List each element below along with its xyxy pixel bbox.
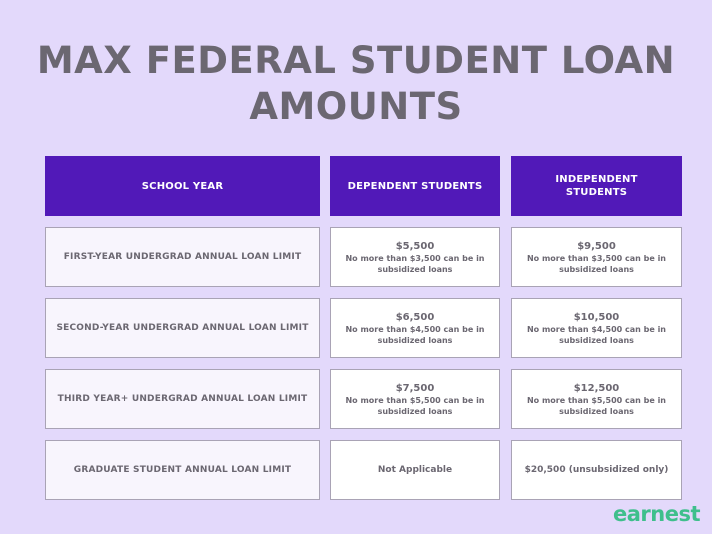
row-label: FIRST-YEAR UNDERGRAD ANNUAL LOAN LIMIT xyxy=(63,252,302,262)
loan-amount: $6,500 xyxy=(395,311,435,323)
cell-independent-third-year xyxy=(511,369,682,429)
header-independent-label-line-1: INDEPENDENT xyxy=(555,174,638,185)
header-independent-label-line-2: STUDENTS xyxy=(565,187,628,198)
header-dependent-label: DEPENDENT STUDENTS xyxy=(347,180,483,192)
subsidized-note: No more than $4,500 can be in subsidized loans xyxy=(345,324,485,345)
earnest-logo: earnest xyxy=(612,502,700,526)
title-line-1: MAX FEDERAL STUDENT LOAN xyxy=(36,39,676,82)
row-label-second-year xyxy=(45,298,320,358)
loan-amount: $10,500 xyxy=(573,311,620,323)
row-label-graduate xyxy=(45,440,320,500)
cell-independent-first-year xyxy=(511,227,682,287)
cell-dependent-first-year xyxy=(330,227,500,287)
subsidized-note: No more than $5,500 can be in subsidized loans xyxy=(345,395,485,416)
row-label: SECOND-YEAR UNDERGRAD ANNUAL LOAN LIMIT xyxy=(56,323,309,333)
loan-amount: $7,500 xyxy=(395,382,435,394)
header-school-year-label: SCHOOL YEAR xyxy=(141,180,224,192)
row-label-third-year xyxy=(45,369,320,429)
cell-dependent-graduate xyxy=(330,440,500,500)
header-dependent-students xyxy=(330,156,500,216)
loan-amount: $5,500 xyxy=(395,240,435,252)
cell-dependent-third-year xyxy=(330,369,500,429)
subsidized-note: No more than $4,500 can be in subsidized loans xyxy=(526,324,666,345)
row-label-first-year xyxy=(45,227,320,287)
subsidized-note: No more than $5,500 can be in subsidized loans xyxy=(526,395,666,416)
loan-amount: $9,500 xyxy=(577,240,616,252)
row-label: GRADUATE STUDENT ANNUAL LOAN LIMIT xyxy=(73,465,292,475)
row-label: THIRD YEAR+ UNDERGRAD ANNUAL LOAN LIMIT xyxy=(57,394,308,404)
page-title xyxy=(0,38,712,130)
cell-independent-second-year xyxy=(511,298,682,358)
title-line-2: AMOUNTS xyxy=(249,85,463,128)
loan-value: Not Applicable xyxy=(377,465,453,475)
header-school-year xyxy=(45,156,320,216)
subsidized-note: No more than $3,500 can be in subsidized loans xyxy=(526,253,666,274)
header-independent-students xyxy=(511,156,682,216)
cell-independent-graduate xyxy=(511,440,682,500)
loan-value: $20,500 (unsubsidized only) xyxy=(524,465,669,475)
cell-dependent-second-year xyxy=(330,298,500,358)
subsidized-note: No more than $3,500 can be in subsidized loans xyxy=(345,253,485,274)
loan-amount: $12,500 xyxy=(573,382,620,394)
